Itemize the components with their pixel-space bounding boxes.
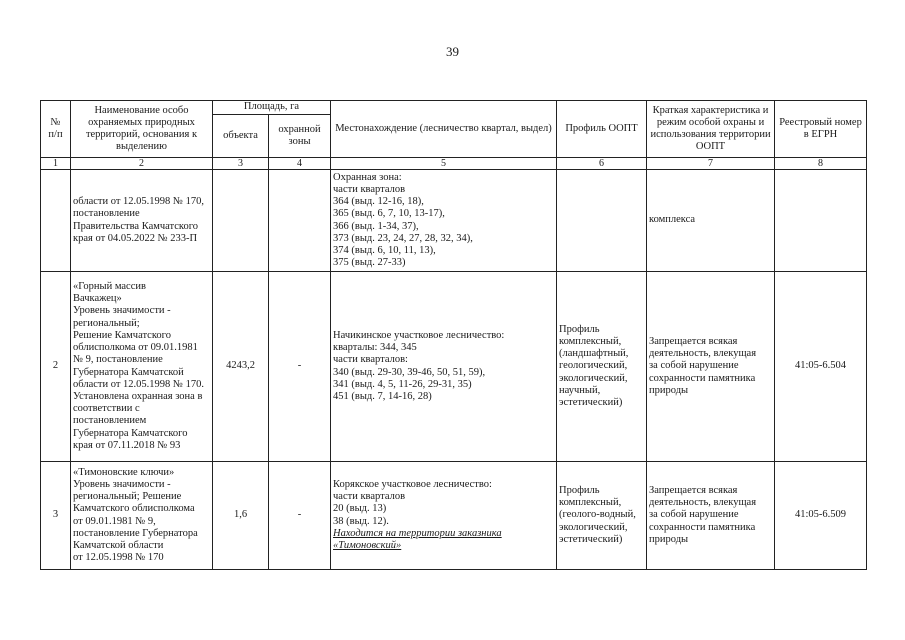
profile-line: экологический, (559, 521, 628, 533)
name-line: Губернатора Камчатского (73, 427, 188, 439)
cell-name (71, 170, 213, 272)
location-line: кварталы: 344, 345 (333, 342, 417, 354)
name-line: Установлена охранная зона в (73, 390, 203, 402)
column-number-row (41, 158, 867, 170)
cell-registry: 41:05-6.504 (775, 272, 867, 462)
regime-line: природы (649, 384, 689, 396)
location-line: Начикинское участковое лесничество: (333, 329, 505, 341)
cell-name (71, 272, 213, 462)
name-line: «Тимоновские ключи» (73, 466, 175, 478)
regime-line: за собой нарушение (649, 360, 739, 372)
header-area: Площадь, га (213, 101, 331, 115)
column-number: 2 (71, 158, 213, 170)
column-number: 7 (647, 158, 775, 170)
regime-line: за собой нарушение (649, 509, 739, 521)
name-line: постановление Губернатора (73, 527, 198, 539)
name-line: области от 12.05.1998 № 170. (73, 378, 204, 390)
cell-area-zone: - (269, 272, 331, 462)
regime-line: деятельность, влекущая (649, 348, 757, 360)
name-line: Камчатской области (73, 539, 164, 551)
header-location: Местонахождение (лесничество квартал, выдел) (331, 101, 557, 158)
profile-line: комплексный, (559, 497, 622, 509)
name-line: Правительства Камчатского (73, 220, 199, 232)
location-line: 366 (выд. 1-34, 37), (333, 220, 419, 232)
name-line: Вачкажец» (73, 293, 122, 305)
location-line: 365 (выд. 6, 7, 10, 13-17), (333, 208, 445, 220)
name-line: соответствии с (73, 403, 140, 415)
regime-line: Запрещается всякая (649, 484, 738, 496)
cell-area-zone: - (269, 462, 331, 570)
location-line: 375 (выд. 27-33) (333, 257, 406, 269)
regime-line: комплекса (649, 214, 696, 226)
column-number: 3 (213, 158, 269, 170)
profile-line: научный, (559, 384, 601, 396)
cell-regime (647, 170, 775, 272)
name-line: региональный; (73, 317, 140, 329)
regime-line: природы (649, 533, 689, 545)
location-line: Корякское участковое лесничество: (333, 478, 492, 490)
name-line: области от 12.05.1998 № 170, (73, 196, 204, 208)
header-num: № п/п (41, 101, 71, 158)
regime-line: деятельность, влекущая (649, 497, 757, 509)
profile-line: эстетический) (559, 397, 623, 408)
location-line: Охранная зона: (333, 171, 402, 183)
location-line: части кварталов: (333, 354, 408, 366)
cell-location (331, 462, 557, 570)
location-note-line: Находится на территории заказника (333, 527, 502, 539)
cell-area-object (213, 170, 269, 272)
name-line: Решение Камчатского (73, 329, 171, 341)
name-line: постановление (73, 208, 140, 220)
table-row (41, 462, 867, 570)
location-line: 340 (выд. 29-30, 39-46, 50, 51, 59), (333, 366, 486, 378)
header-registry: Реестровый номер в ЕГРН (775, 101, 867, 158)
name-line: от 12.05.1998 № 170 (73, 552, 164, 564)
profile-line: геологический, (559, 360, 628, 372)
table-row (41, 272, 867, 462)
cell-regime (647, 272, 775, 462)
column-number: 4 (269, 158, 331, 170)
column-number: 5 (331, 158, 557, 170)
page-number: 39 (446, 44, 459, 59)
cell-num: 3 (41, 462, 71, 570)
cell-location (331, 170, 557, 272)
cell-area-object: 4243,2 (213, 272, 269, 462)
name-line: облисполкома от 09.01.1981 (73, 342, 198, 354)
header-regime: Краткая характеристика и режим особой охраны и использования территории ООПТ (647, 101, 775, 158)
location-line: 373 (выд. 23, 24, 27, 28, 32, 34), (333, 232, 473, 244)
profile-line: комплексный, (559, 335, 622, 347)
regime-line: сохранности памятника (649, 521, 756, 533)
profile-line: (геолого-водный, (559, 509, 636, 521)
location-line: 38 (выд. 12). (333, 515, 389, 527)
name-line: Уровень значимости - (73, 478, 171, 490)
name-line: «Горный массив (73, 281, 146, 293)
cell-area-object: 1,6 (213, 462, 269, 570)
cell-registry: 41:05-6.509 (775, 462, 867, 570)
location-line: 451 (выд. 7, 14-16, 28) (333, 390, 432, 402)
profile-line: экологический, (559, 372, 628, 384)
name-line: Уровень значимости - (73, 305, 171, 317)
location-note-line: «Тимоновский» (333, 539, 402, 551)
profile-line: Профиль (559, 323, 600, 335)
table-row (41, 170, 867, 272)
protected-areas-table (40, 100, 867, 570)
name-line: края от 07.11.2018 № 93 (73, 439, 181, 451)
name-line: от 09.01.1981 № 9, (73, 515, 156, 527)
name-line: региональный; Решение (73, 491, 182, 503)
name-line: Камчатского облисполкома (73, 503, 195, 515)
location-line: 20 (выд. 13) (333, 503, 387, 515)
location-line: 374 (выд. 6, 10, 11, 13), (333, 244, 436, 256)
regime-line: сохранности памятника (649, 372, 756, 384)
cell-profile (557, 462, 647, 570)
cell-profile (557, 170, 647, 272)
column-number: 8 (775, 158, 867, 170)
cell-location (331, 272, 557, 462)
cell-regime (647, 462, 775, 570)
header-area-object: объекта (213, 115, 269, 158)
location-line: части кварталов (333, 491, 406, 503)
location-line: 364 (выд. 12-16, 18), (333, 196, 424, 208)
column-number: 6 (557, 158, 647, 170)
location-line: 341 (выд. 4, 5, 11-26, 29-31, 35) (333, 378, 472, 390)
cell-num (41, 170, 71, 272)
profile-line: эстетический) (559, 533, 623, 545)
profile-line: Профиль (559, 484, 600, 496)
name-line: края от 04.05.2022 № 233-П (73, 232, 198, 244)
location-line: части кварталов (333, 183, 406, 195)
cell-area-zone (269, 170, 331, 272)
name-line: Губернатора Камчатской (73, 366, 184, 378)
header-name: Наименование особо охраняемых природных территорий, основания к выделению (71, 101, 213, 158)
cell-registry (775, 170, 867, 272)
name-line: № 9, постановление (73, 354, 163, 366)
regime-line: Запрещается всякая (649, 335, 738, 347)
name-line: постановлением (73, 415, 147, 427)
cell-profile (557, 272, 647, 462)
header-profile: Профиль ООПТ (557, 101, 647, 158)
column-number: 1 (41, 158, 71, 170)
cell-num: 2 (41, 272, 71, 462)
profile-line: (ландшафтный, (559, 348, 629, 360)
cell-name (71, 462, 213, 570)
header-area-zone: охранной зоны (269, 115, 331, 158)
